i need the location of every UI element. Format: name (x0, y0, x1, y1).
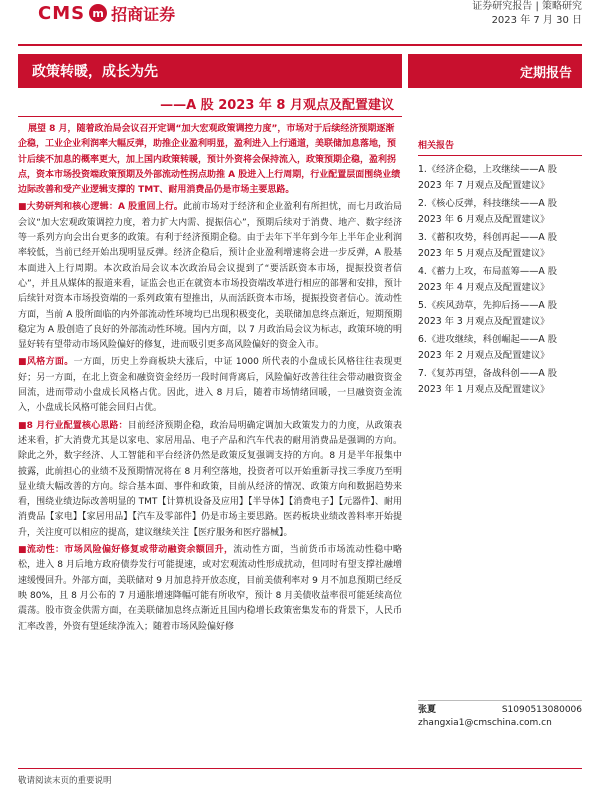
report-category: 证券研究报告 | 策略研究 (472, 1, 582, 12)
report-type: 定期报告 (519, 65, 572, 81)
paragraph-text: 一方面，历史上券商板块大涨后，中证 1000 所代表的小盘成长风格往往表现更好；另一方面，在北上资金和融资资金经历一段时间背离后，风险偏好改善往往会带动融资资金回流，进而带动小盘成长风格占优。因此，进入 8 月后，随着市场情绪回暖，一旦融资资金流入，小盘成长风格可能会回归占优。 (18, 357, 402, 414)
main-content (18, 122, 402, 637)
report-date: 2023 年 7 月 30 日 (491, 15, 582, 26)
body-paragraph (18, 419, 402, 541)
subtitle-divider (18, 116, 402, 117)
related-report-item[interactable]: 2.《核心反弹，科技继续——A 股 2023 年 6 月观点及配置建议》 (418, 198, 558, 225)
header-divider (18, 44, 582, 46)
related-report-item[interactable]: 3.《蓄积攻势，科创再起——A 股 2023 年 5 月观点及配置建议》 (418, 232, 558, 259)
analyst-code: S1090513080006 (501, 705, 582, 715)
sidebar (418, 128, 582, 400)
header (0, 0, 600, 44)
logo-text: CMS (38, 2, 86, 24)
related-report-item[interactable]: 7.《复苏再望，备战科创——A 股 2023 年 1 月观点及配置建议》 (418, 368, 558, 395)
paragraph-lead: 8 月行业配置核心思路： (26, 420, 128, 431)
related-report-item[interactable]: 5.《疾风劲草，先抑后扬——A 股 2023 年 3 月观点及配置建议》 (418, 300, 558, 327)
related-reports-list (418, 162, 582, 397)
analyst-name: 张夏 (418, 705, 437, 715)
analyst-divider (418, 700, 582, 701)
related-report-item[interactable]: 4.《蓄力上攻，布局蓝筹——A 股 2023 年 4 月观点及配置建议》 (418, 266, 558, 293)
paragraph-text: 目前经济预期企稳，政治局明确定调加大政策发力的力度，从政策表述来看，扩大消费尤其是以家电、家居用品、电子产品和汽车代表的耐用消费品是强调的方向。除此之外，数字经济、人工智能和平台经济仍然是政策反复强调支持的方向。8 月是半年报集中披露，此前担心的业绩不及预期情况将在 8 月利空落地，投资者可以开始重新寻找三季度乃至明显业绩大幅改善的方向。综合基本面、事件和政策，目前从经济的情况、政策方向和数据趋势来看，围绕业绩边际改善明显的 TMT【计算机设备及应用】【半导体】【消费电子】【元器件】、耐用消费品【家电】【家居用品】【汽车及零部件】仍是市场主要思路。医药板块业绩改善料率开始提升，关注度可以相应的提高，建议继续关注【医疗服务和医疗器械】。 (18, 420, 402, 538)
paragraph-lead: 风格方面。 (26, 357, 74, 368)
body-paragraph (18, 200, 402, 353)
report-type-bar (408, 54, 582, 88)
paragraph-lead: 大势研判和核心逻辑：A 股重回上行。 (26, 202, 183, 213)
paragraph-text: 流动性方面，当前货币市场流动性稳中略松，进入 8 月后地方政府债券发行可能提速，或对宏观流动性形成扰动，但同时有望支撑社融增速缓慢回升。外部方面，美联储对 9 月加息持开放态度，目前美债利率对 9 月不加息预期已经反映 80%，且 8 月公布的 7 月通胀增速降幅可能有所收窄，预计 8 月美债收益率很可能延续高位震荡。股市资金供需方面，在美联储加息终点渐近且国内稳增长政策密集发布的背景下，人民币汇率改善，外资有望延续净流入；随着市场风险偏好修 (18, 545, 402, 632)
bullet-icon: ■ (18, 545, 27, 556)
analyst-info (418, 704, 582, 730)
footer-divider (18, 768, 582, 769)
body-paragraph (18, 355, 402, 416)
abstract-paragraph: 展望 8 月，随着政治局会议召开定调“加大宏观政策调控力度”，市场对于后续经济预期逐渐企稳，工业企业利润率大幅反弹，助推企业盈利明显，盈利进入上行通道，美联储加息落地，预计后续不加息的概率更大，加上国内政策转暖，预计外资将会保持流入，政策预期企稳，盈利拐点，资本市场投资端政策预期及外部流动性拐点助推 A 股进入上行周期，行业配置层面围绕业绩边际改善和受产业逻辑支撑的 TMT、耐用消费品仍是市场主要思路。 (18, 124, 401, 196)
report-title: 政策转暖，成长为先 (32, 64, 158, 80)
paragraph-text: 此前市场对于经济和企业盈利有所担忧，而七月政治局会议“加大宏观政策调控力度，着力扩大内需、提振信心”，预期后续对于消费、地产、数字经济等一系列方向会出台更多的政策。有利于经济预期企稳。由于去年下半年到今年上半年企业利润率较低，当前已经开始出现明显反弹。经济企稳后，预计企业盈利增速将会进一步反弹，A 股基本面进入上行周期。本次政治局会议本次政治局会议提到了“要活跃资本市场，提振投资者信心”，并且从媒体的报道来看，证监会也正在就资本市场投资端改革进行相应的部署和安排，预计后续针对资本市场投资端的一系列政策有望推出，从而活跃资本市场，提振投资者信心。流动性方面，当前 A 股所面临的内外部流动性环境均已出现积极变化，美联储加息终点渐近，短期预期稳定为 A 股创造了良好的外部流动性环境。国内方面，以 7 月政治局会议为标志，政策环境的明显好转有望带动市场风险偏好的修复，进而吸引更多高风险偏好的资金入市。 (18, 202, 402, 351)
bullet-icon: ■ (18, 357, 27, 368)
analyst-email[interactable]: zhangxia1@cmschina.com.cn (418, 718, 552, 728)
body-paragraph (18, 543, 402, 635)
report-subtitle: ——A 股 2023 年 8 月观点及配置建议 (160, 98, 394, 113)
logo-mark-icon: m (89, 4, 107, 22)
footer-disclaimer: 敬请阅读末页的重要说明 (18, 776, 112, 786)
report-title-bar (18, 54, 402, 88)
paragraph-lead: 流动性：市场风险偏好修复或带动融资余额回升， (26, 545, 234, 556)
bullet-icon: ■ (18, 202, 27, 213)
related-report-item[interactable]: 1.《经济企稳，上攻继续——A 股 2023 年 7 月观点及配置建议》 (418, 164, 558, 191)
company-logo (38, 2, 175, 24)
logo-chinese-name: 招商证券 (111, 4, 176, 24)
related-reports-heading: 相关报告 (418, 132, 582, 156)
bullet-icon: ■ (18, 420, 27, 431)
related-report-item[interactable]: 6.《进攻继续，科创崛起——A 股 2023 年 2 月观点及配置建议》 (418, 334, 558, 361)
header-meta (472, 0, 582, 28)
